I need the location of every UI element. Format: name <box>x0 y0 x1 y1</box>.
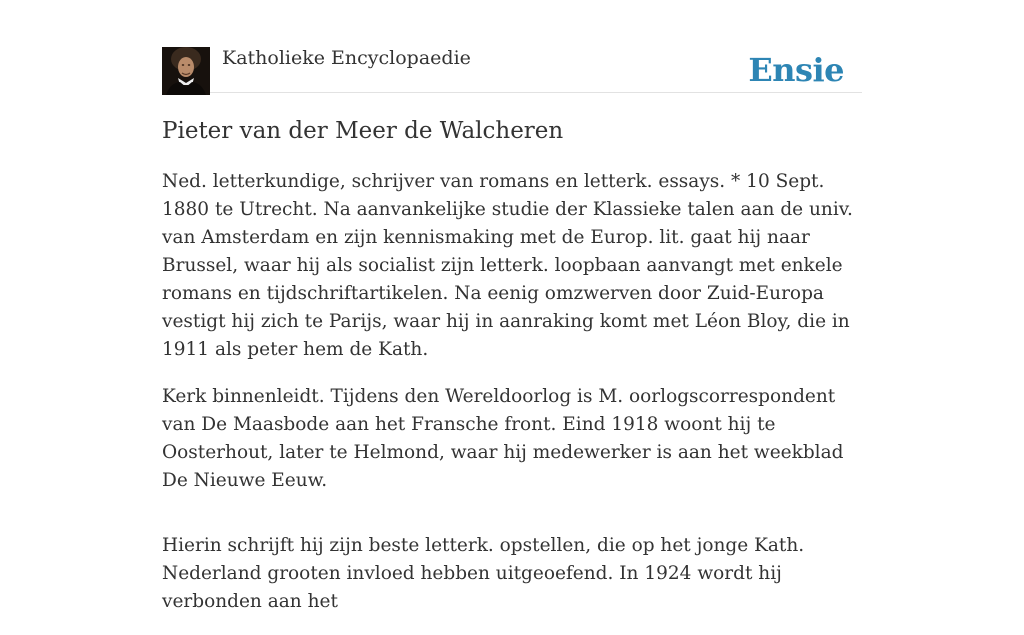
article-body <box>162 168 862 635</box>
page-content <box>162 0 862 612</box>
header <box>162 0 862 93</box>
source-name[interactable]: Katholieke Encyclopaedie <box>222 47 471 69</box>
article-title: Pieter van der Meer de Walcheren <box>162 118 564 144</box>
article-paragraph: Kerk binnenleidt. Tijdens den Wereldoorlog is M. oorlogscorrespondent van De Maasbode aan het Fransche front. Eind 1918 woont hij te Oosterhout, later te Helmond, waar hij medewerker is aan het weekblad De Nieuwe Eeuw. <box>162 386 844 491</box>
ensie-logo[interactable]: Ensie <box>748 51 844 89</box>
article-paragraph: Hierin schrijft hij zijn beste letterk. opstellen, die op het jonge Kath. Nederland grooten invloed hebben uitgeoefend. In 1924 wordt hij verbonden aan het <box>162 535 805 612</box>
avatar[interactable] <box>162 47 210 95</box>
portrait-icon <box>162 47 210 95</box>
article-paragraph: Ned. letterkundige, schrijver van romans en letterk. essays. * 10 Sept. 1880 te Utrecht. Na aanvankelijke studie der Klassieke talen aan de univ. van Amsterdam en zijn kennismaking met de Europ. lit. gaat hij naar Brussel, waar hij als socialist zijn letterk. loopbaan aanvangt met enkele romans en tijdschriftartikelen. Na eenig omzwerven door Zuid-Europa vestigt hij zich te Parijs, waar hij in aanraking komt met Léon Bloy, die in 1911 als peter hem de Kath. <box>162 171 853 360</box>
